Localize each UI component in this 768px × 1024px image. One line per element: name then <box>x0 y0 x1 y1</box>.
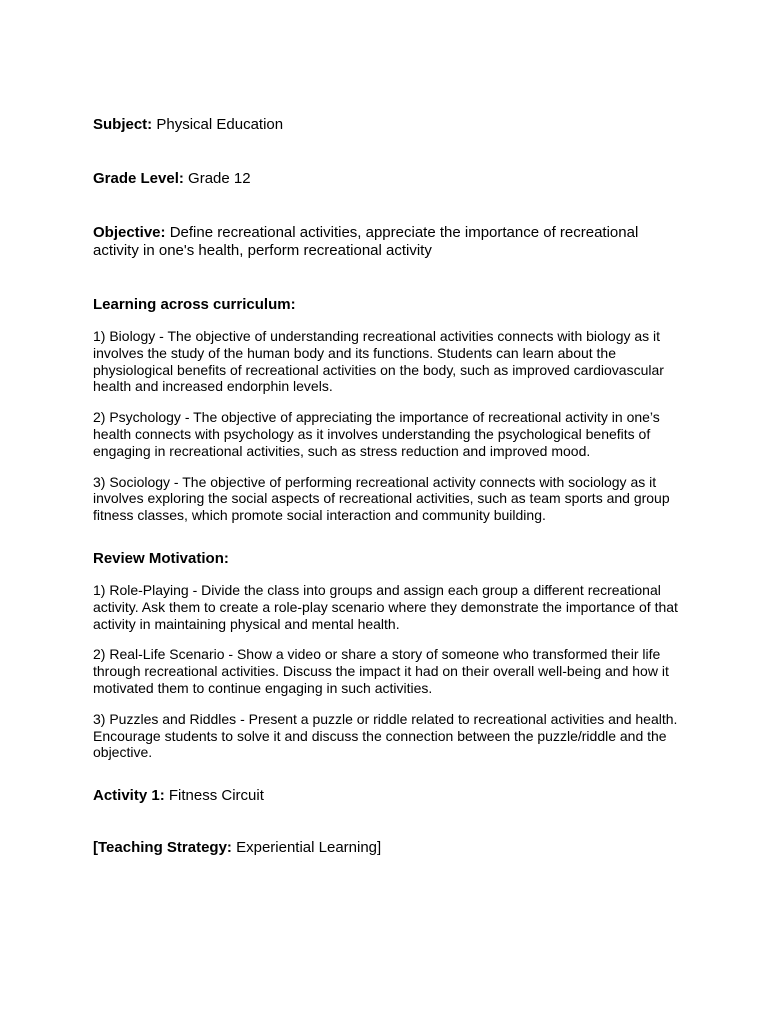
learning-across-curriculum-heading: Learning across curriculum: <box>93 296 296 313</box>
teaching-strategy-line <box>93 839 678 857</box>
subject-line <box>93 116 678 134</box>
activity-1-label: Activity 1: <box>93 787 165 805</box>
subject-label: Subject: <box>93 116 153 133</box>
objective-line <box>93 224 678 260</box>
teaching-strategy-label: [Teaching Strategy: <box>93 839 232 857</box>
objective-label: Objective: <box>93 224 166 241</box>
activity-1-value: Fitness Circuit <box>168 787 264 805</box>
list-item: 2) Psychology - The objective of appreciating the importance of recreational activity in one’s health connects with psychology as it involves understanding the psychological benefits of engaging in recreational activities, such as stress reduction and improved mood. <box>93 409 660 459</box>
learning-across-curriculum-list <box>93 328 678 524</box>
grade-level-value: Grade 12 <box>188 170 251 187</box>
list-item: 3) Sociology - The objective of performing recreational activity connects with sociology as it involves exploring the social aspects of recreational activities, such as team sports and group fitness classes, which promote social interaction and community building. <box>93 473 670 524</box>
grade-level-label: Grade Level: <box>93 170 184 187</box>
list-item: 2) Real-Life Scenario - Show a video or share a story of someone who transformed their life through recreational activities. Discuss the impact it had on their overall well-being and how it motivated them to continue engaging in such activities. <box>93 646 669 696</box>
subject-value: Physical Education <box>156 116 284 133</box>
review-motivation-heading: Review Motivation: <box>93 549 229 567</box>
teaching-strategy-value: Experiential Learning] <box>236 839 382 857</box>
objective-value: Define recreational activities, appreciate the importance of recreational activity in one's health, perform recreational activity <box>93 224 639 259</box>
list-item: 1) Biology - The objective of understanding recreational activities connects with biology as it involves the study of the human body and its functions. Students can learn about the physiological benefits of recreational activities on the body, such as improved cardiovascular health and increased endorphin levels. <box>93 328 664 395</box>
list-item: 1) Role-Playing - Divide the class into groups and assign each group a different recreational activity. Ask them to create a role-play scenario where they demonstrate the importance of that activity in maintaining physical and mental health. <box>93 581 678 632</box>
grade-level-line <box>93 170 678 188</box>
review-motivation-list <box>93 582 678 761</box>
list-item: 3) Puzzles and Riddles - Present a puzzle or riddle related to recreational activities and health. Encourage students to solve it and discuss the connection between the puzzle/riddle and the objective. <box>93 710 678 761</box>
activity-1-line <box>93 787 678 805</box>
